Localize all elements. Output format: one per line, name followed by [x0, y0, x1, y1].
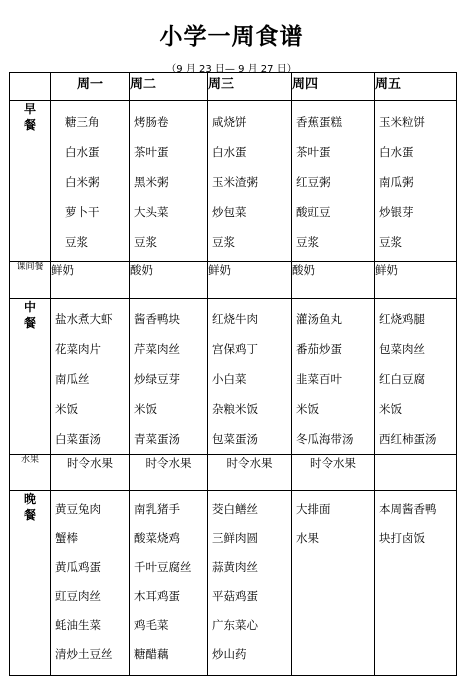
dish-item: 茭白鳝丝: [212, 502, 258, 516]
dish-item: 玉米渣粥: [212, 175, 258, 189]
menu-cell: 鲜奶: [51, 262, 130, 299]
dish-item: 黑米粥: [134, 175, 169, 189]
dish-item: 南乳猪手: [134, 502, 180, 516]
dish-item: 块打卤饭: [379, 531, 425, 545]
day-header-wed: 周三: [208, 73, 292, 101]
dish-item: 盐水煮大虾: [55, 312, 113, 326]
menu-cell: 时令水果: [51, 455, 130, 491]
menu-cell: 时令水果: [130, 455, 208, 491]
dish-item: 炒银芽: [379, 205, 414, 219]
dish-item: 酸菜烧鸡: [134, 531, 180, 545]
dish-item: 豆浆: [65, 235, 88, 249]
fruit-row: [10, 455, 457, 491]
menu-cell: [51, 299, 130, 455]
dish-item: 白米粥: [65, 175, 100, 189]
dish-item: 酱香鸭块: [134, 312, 180, 326]
dish-item: 冬瓜海带汤: [296, 432, 354, 446]
dish-item: 红烧鸡腿: [379, 312, 425, 326]
dish-item: 三鲜肉圆: [212, 531, 258, 545]
menu-cell: 鲜奶: [375, 262, 457, 299]
meal-label-snack: 课间餐: [10, 262, 51, 299]
dish-item: 香蕉蛋糕: [296, 115, 342, 129]
dish-item: 茶叶蛋: [134, 145, 169, 159]
dish-item: 木耳鸡蛋: [134, 589, 180, 603]
snack-row: [10, 262, 457, 299]
dish-item: 米饭: [296, 402, 319, 416]
menu-cell: [51, 101, 130, 262]
menu-cell: [375, 299, 457, 455]
menu-cell: [51, 491, 130, 676]
page-title: 小学一周食谱: [159, 24, 304, 50]
dish-item: 大头菜: [134, 205, 169, 219]
dish-item: 包菜蛋汤: [212, 432, 258, 446]
corner-cell: [10, 73, 51, 101]
dish-item: 千叶豆腐丝: [134, 560, 192, 574]
menu-cell: 酸奶: [292, 262, 375, 299]
date-range: （9 月 23 日— 9 月 27 日）: [166, 64, 297, 75]
dish-item: 蟹棒: [55, 531, 78, 545]
dish-item: 南瓜粥: [379, 175, 414, 189]
dish-item: 鸡毛菜: [134, 618, 169, 632]
dish-item: 茶叶蛋: [296, 145, 331, 159]
menu-cell: 酸奶: [130, 262, 208, 299]
dish-item: 炒绿豆芽: [134, 372, 180, 386]
dish-item: 咸烧饼: [212, 115, 247, 129]
dish-item: 平菇鸡蛋: [212, 589, 258, 603]
dish-item: 番茄炒蛋: [296, 342, 342, 356]
dish-item: 米饭: [134, 402, 157, 416]
dish-item: 烤肠卷: [134, 115, 169, 129]
dish-item: 青菜蛋汤: [134, 432, 180, 446]
dish-item: 花菜肉片: [55, 342, 101, 356]
dish-item: 黄瓜鸡蛋: [55, 560, 101, 574]
dish-item: 水果: [296, 531, 319, 545]
dish-item: 红烧牛肉: [212, 312, 258, 326]
menu-cell: [292, 101, 375, 262]
dish-item: 豇豆肉丝: [55, 589, 101, 603]
dish-item: 炒山药: [212, 647, 247, 661]
day-header-row: [10, 73, 457, 101]
dish-item: 米饭: [55, 402, 78, 416]
dish-item: 灌汤鱼丸: [296, 312, 342, 326]
dish-item: 芹菜肉丝: [134, 342, 180, 356]
dish-item: 白水蛋: [212, 145, 247, 159]
dish-item: 豆浆: [379, 235, 402, 249]
dish-item: 炒包菜: [212, 205, 247, 219]
menu-cell: [292, 491, 375, 676]
menu-cell: [208, 491, 292, 676]
dish-item: 小白菜: [212, 372, 247, 386]
dish-item: 韭菜百叶: [296, 372, 342, 386]
dinner-row: [10, 491, 457, 676]
dish-item: 红豆粥: [296, 175, 331, 189]
menu-cell: [208, 101, 292, 262]
dish-item: 白水蛋: [379, 145, 414, 159]
dish-item: 米饭: [379, 402, 402, 416]
day-header-mon: 周一: [51, 73, 130, 101]
dish-item: 广东菜心: [212, 618, 258, 632]
dish-item: 蒜黄肉丝: [212, 560, 258, 574]
dish-item: 包菜肉丝: [379, 342, 425, 356]
menu-cell: [208, 299, 292, 455]
menu-cell: 时令水果: [208, 455, 292, 491]
meal-label-dinner: 晚餐: [10, 491, 51, 676]
dish-item: 玉米粒饼: [379, 115, 425, 129]
dish-item: 白水蛋: [65, 145, 100, 159]
dish-item: 大排面: [296, 502, 331, 516]
dish-item: 黄豆兔肉: [55, 502, 101, 516]
lunch-row: [10, 299, 457, 455]
day-header-thu: 周四: [292, 73, 375, 101]
meal-label-lunch: 中餐: [10, 299, 51, 455]
dish-item: 蚝油生菜: [55, 618, 101, 632]
dish-item: 豆浆: [296, 235, 319, 249]
dish-item: 宫保鸡丁: [212, 342, 258, 356]
meal-label-fruit: 水果: [10, 455, 51, 491]
weekly-menu-table: [9, 72, 457, 676]
dish-item: 酸豇豆: [296, 205, 331, 219]
breakfast-row: [10, 101, 457, 262]
day-header-tue: 周二: [130, 73, 208, 101]
dish-item: 豆浆: [134, 235, 157, 249]
dish-item: 本周酱香鸭: [379, 502, 437, 516]
dish-item: 萝卜干: [65, 205, 100, 219]
dish-item: 豆浆: [212, 235, 235, 249]
menu-cell: [375, 455, 457, 491]
menu-cell: [130, 299, 208, 455]
dish-item: 红白豆腐: [379, 372, 425, 386]
dish-item: 糖三角: [65, 115, 100, 129]
dish-item: 清炒土豆丝: [55, 647, 113, 661]
dish-item: 杂粮米饭: [212, 402, 258, 416]
dish-item: 糖醋藕: [134, 647, 169, 661]
menu-cell: [130, 491, 208, 676]
menu-cell: [292, 299, 375, 455]
day-header-fri: 周五: [375, 73, 457, 101]
menu-cell: 时令水果: [292, 455, 375, 491]
meal-label-breakfast: 早餐: [10, 101, 51, 262]
dish-item: 南瓜丝: [55, 372, 90, 386]
menu-cell: [130, 101, 208, 262]
menu-cell: 鲜奶: [208, 262, 292, 299]
dish-item: 白菜蛋汤: [55, 432, 101, 446]
menu-cell: [375, 491, 457, 676]
dish-item: 西红柿蛋汤: [379, 432, 437, 446]
menu-cell: [375, 101, 457, 262]
